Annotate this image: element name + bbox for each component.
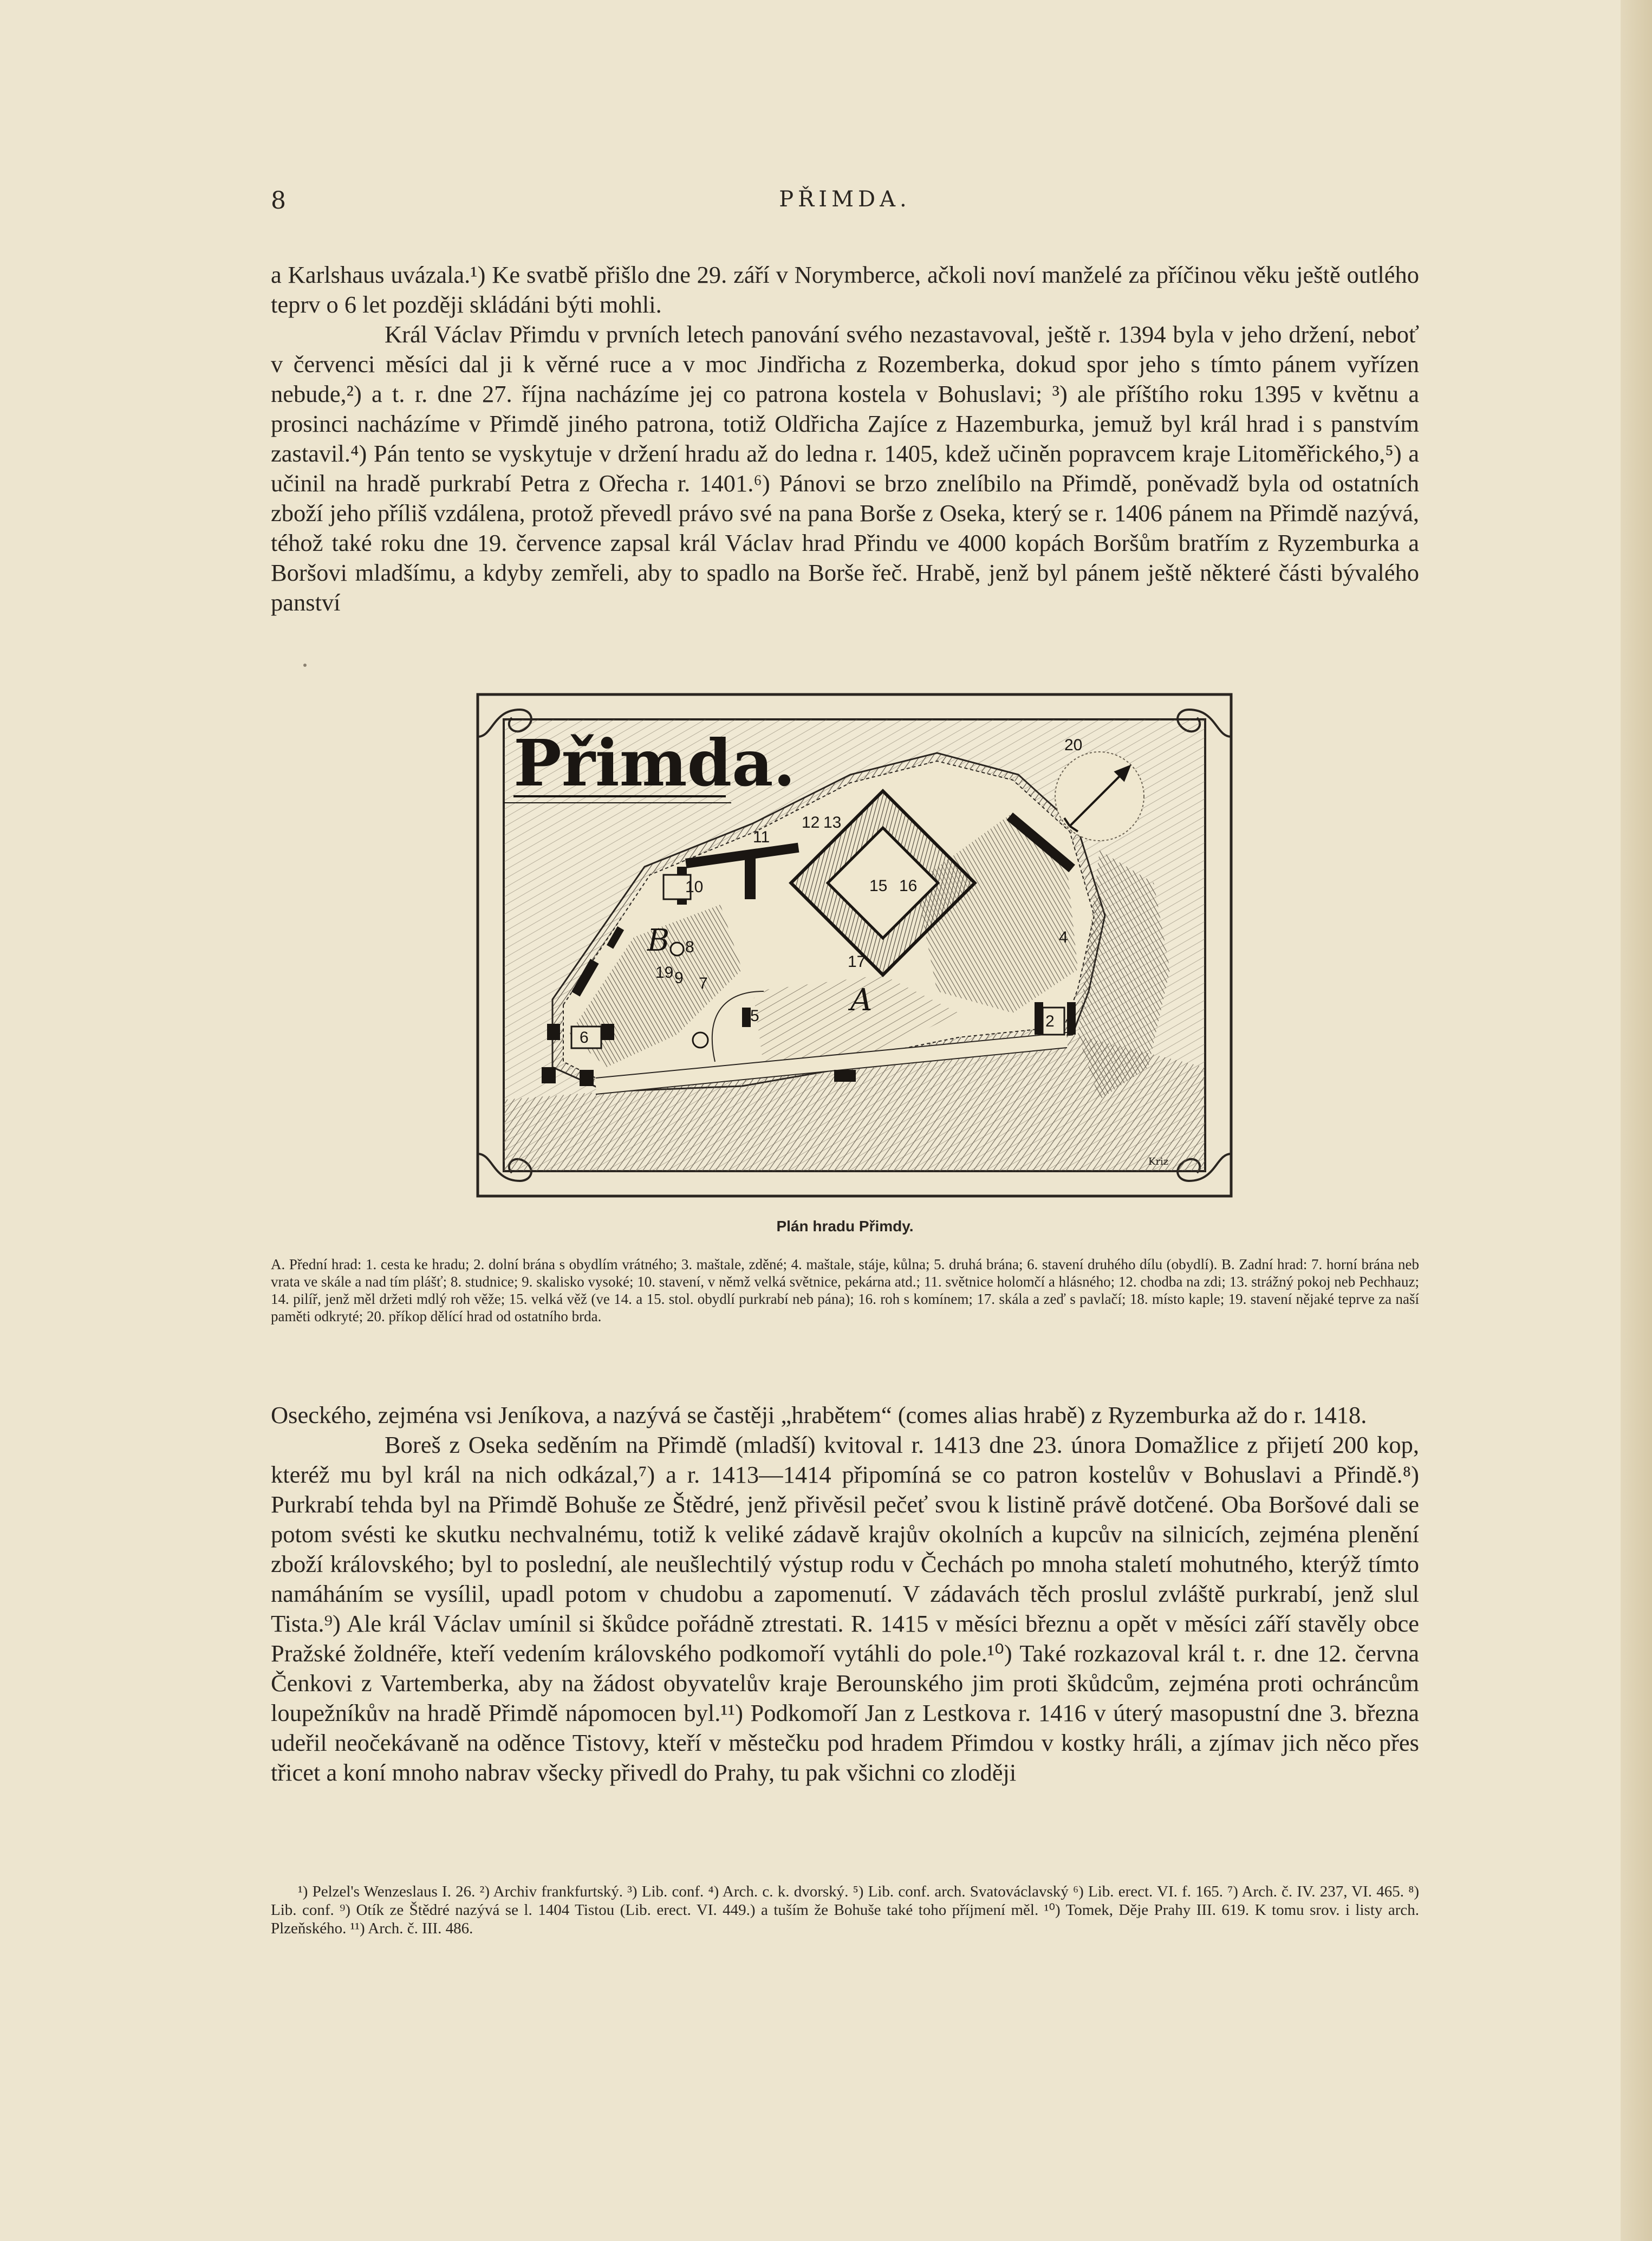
specks [303,664,307,667]
plan-label: 20 [1064,736,1083,754]
footnote-text: ¹) Pelzel's Wenzeslaus I. 26. ²) Archiv frankfurtský. ³) Lib. conf. ⁴) Arch. c. k. dvorský. ⁵) Lib. conf. arch. Svatováclavský ⁶) Lib. erect. VI. f. 165. ⁷) Arch. č. IV. 237, VI. 465. ⁸) Lib. conf. ⁹) Otík ze Štědré nazývá se l. 1404 Tistou (Lib. erect. VI. 449.) a tuším že Bohuše také toho příjmení měl. ¹⁰) Tomek, Děje Prahy III. 619. K tomu srov. i listy arch. Plzeňského. ¹¹) Arch. č. III. 486. [271,1883,1419,1937]
paragraph: Král Václav Přimdu v prvních letech panování svého nezastavoval, ještě r. 1394 byla v jeho držení, neboť v červenci měsíci dal ji k věrné ruce a v moc Jindřicha z Rozemberka, dokud spor jeho s tímto pánem vyřízen nebude,²) a t. r. dne 27. října nacházíme jej co patrona kostela v Bohuslavi; ³) ale příštího roku 1395 v květnu a prosinci nacházíme v Přimdě jiného patrona, totiž Oldřicha Zajíce z Hazemburka, jemuž byl král hrad i s panstvím zastavil.⁴) Pán tento se vyskytuje v držení hradu až do ledna r. 1405, kdež učiněn popravcem kraje Litoměřického,⁵) a učinil na hradě purkrabí Petra z Ořecha r. 1401.⁶) Pánovi se brzo znelíbilo na Přimdě, poněvadž byla od ostatních zboží jeho příliš vzdálena, protož převedl právo své na pana Borše z Oseka, který se r. 1406 pánem na Přimdě nazývá, téhož také roku dne 19. července zapsal král Václav hrad Přindu ve 4000 kopách Boršům bratřím z Ryzemburka a Boršovi mladšímu, a kdyby zemřeli, aby to spadlo na Borše řeč. Hrabě, jenž byl pánem ještě některé části bývalého panství [271,321,1419,616]
plan-label: 17 [848,953,866,971]
page-edge-shadow [1621,0,1652,2241]
paragraph: a Karlshaus uvázala.¹) Ke svatbě přišlo dne 29. září v Norymberce, ačkoli noví manželé za příčinou věku ještě outlého teprv o 6 let později skládáni býti mohli. [271,261,1419,318]
plan-label: 16 [899,877,918,895]
plan-label: 8 [685,938,694,956]
plan-label: 19 [655,964,674,982]
plan-label: 13 [823,814,842,832]
running-head: PŘIMDA. [779,187,911,212]
plan-label-a: A [850,983,873,1018]
castle-plan-illustration [471,688,1238,1203]
plan-label: 12 [802,814,820,832]
plan-label: 4 [1059,928,1068,946]
figure-caption: Plán hradu Přimdy. [776,1218,914,1235]
plan-label: 15 [869,877,888,895]
page-number: 8 [271,187,286,215]
plan-label: 11 [753,828,770,846]
artist-signature: Kriz [1148,1156,1169,1167]
page-header [271,187,1419,219]
plan-label: 6 [580,1029,589,1047]
footnotes [271,1882,1419,1938]
figure-legend: A. Přední hrad: 1. cesta ke hradu; 2. dolní brána s obydlím vrátného; 3. maštale, zděné; 4. maštale, stáje, kůlna; 5. druhá brána; 6. stavení druhého dílu (obydlí). B. Zadní hrad: 7. horní brána neb vrata ve skále a nad tím plášť; 8. studnice; 9. skalisko vysoké; 10. stavení, v němž velká světnice, pekárna atd.; 11. světnice holomčí a hlásného; 12. chodba na zdi; 13. strážný pokoj neb Pechhauz; 14. pilíř, jenž měl držeti mdlý roh věže; 15. velká věž (ve 14. a 15. stol. obydlí purkrabí neb pána); 16. roh s komínem; 17. skála a zeď s pavlačí; 18. místo kaple; 19. stavení nějaké teprve za naší paměti odkryté; 20. příkop dělící hrad od ostatního brda. [271,1256,1419,1324]
paragraph: Oseckého, zejména vsi Jeníkova, a nazývá se častěji „hrabětem“ (comes alias hrabě) z Ryzemburka až do r. 1418. [271,1401,1367,1428]
castle-plan-figure [471,688,1238,1203]
plan-label: 10 [685,878,704,896]
body-text-bottom [271,1400,1419,1788]
plan-label-b: B [647,923,670,958]
plan-label: 7 [699,975,708,992]
plan-label: 2 [1045,1012,1055,1030]
body-text-top [271,260,1419,618]
plan-title: Přimda. [513,725,796,801]
plan-label: 5 [750,1007,759,1025]
plan-label: 9 [674,969,684,987]
paragraph: Boreš z Oseka seděním na Přimdě (mladší) kvitoval r. 1413 dne 23. února Domažlice z přijetí 200 kop, kteréž mu byl král na nich odkázal,⁷) a r. 1413—1414 připomíná se co patron kostelův v Bohuslavi a Přindě.⁸) Purkrabí tehda byl na Přimdě Bohuše ze Štědré, jenž přivěsil pečeť svou k listině právě dotčené. Oba Boršové dali se potom svésti ke skutku nechvalnému, totiž k veliké zádavě krajův okolních a kupcův na silnicích, zejména plenění zboží královského; byl to poslední, ale neušlechtilý výstup rodu v Čechách po mnoha staletí mohutného, kterýž tímto namáháním se vysílil, upadl potom v chudobu a zapomenutí. V zádavách těch proslul zvláště purkrabí, jenž slul Tista.⁹) Ale král Václav umínil si škůdce pořádně ztrestati. R. 1415 v měsíci březnu a opět v měsíci září stavěly obce Pražské žoldnéře, kteří vedením královského podkomoří vytáhli do pole.¹⁰) Také rozkazoval král t. r. dne 12. června Čenkovi z Vartemberka, aby na žádost obyvatelův kraje Berounského jim proti škůdcům, zejména proti ochráncům loupežníkův na hradě Přimdě nápomocen byl.¹¹) Podkomoří Jan z Lestkova r. 1416 v úterý masopustní dne 3. března udeřil neočekávaně na oděnce Tistovy, kteří v městečku pod hradem Přimdou v kostky hráli, a zjímav jich něco přes třicet a koní mnoho nabrav všecky přivedl do Prahy, tu pak všichni co zloději [271,1431,1419,1786]
